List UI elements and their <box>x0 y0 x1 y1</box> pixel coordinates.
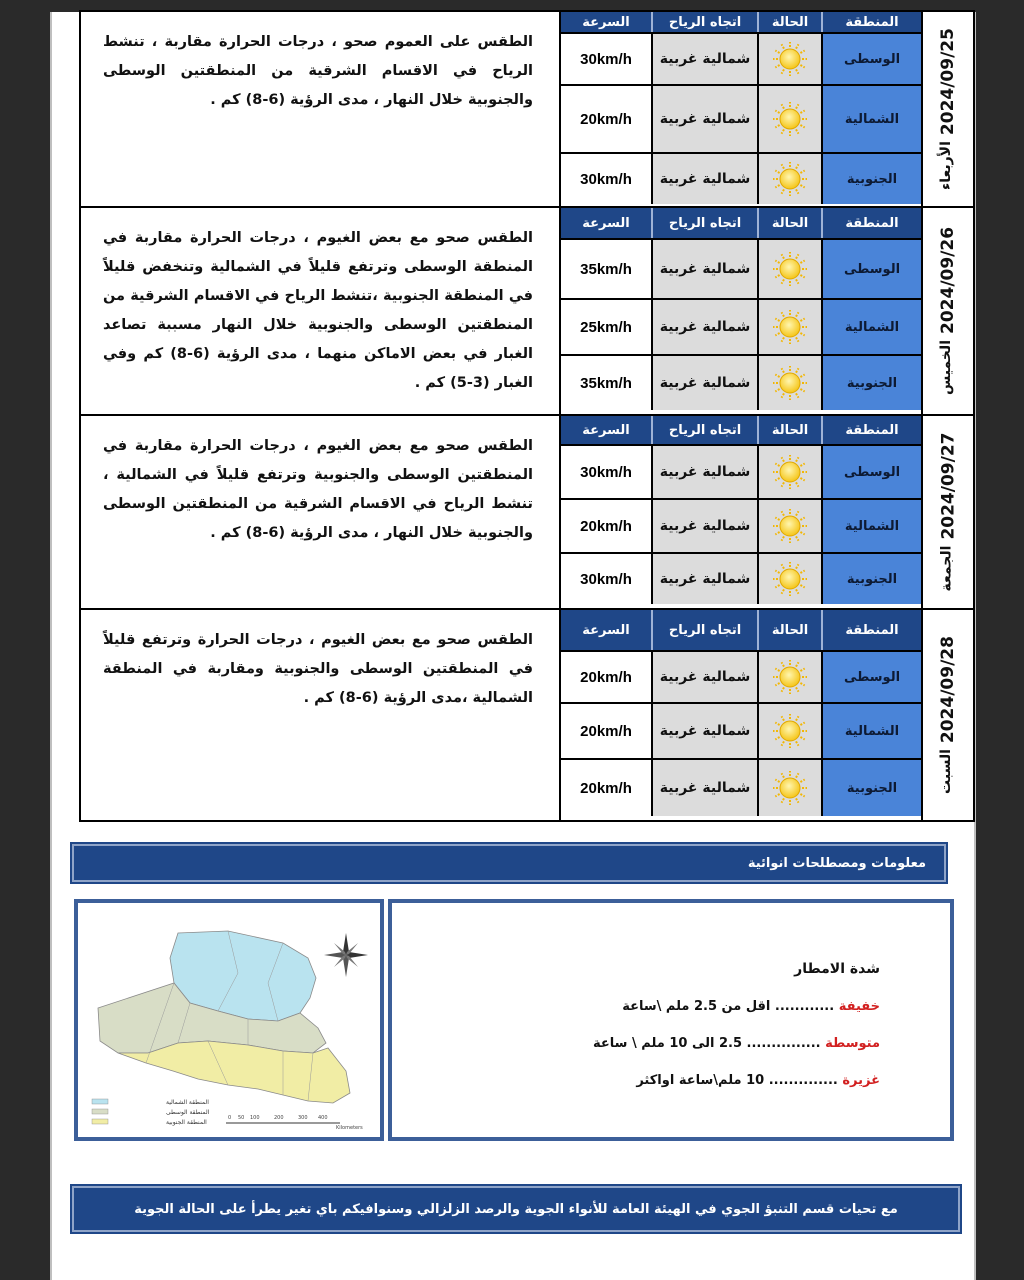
day-name: السبت <box>938 749 955 794</box>
sun-icon <box>757 240 821 298</box>
forecast-table <box>561 208 921 414</box>
legend-middle-label: المنطقة الوسطى <box>166 1109 210 1116</box>
col-header-wind-direction: اتجاه الرياح <box>651 416 757 444</box>
wind-speed-cell: 30km/h <box>561 34 651 84</box>
sun-icon <box>757 86 821 152</box>
col-header-state: الحالة <box>757 12 821 32</box>
wind-speed-cell: 25km/h <box>561 300 651 354</box>
date-column <box>921 416 973 608</box>
table-row <box>561 498 921 552</box>
wind-direction-cell: شمالية غربية <box>651 86 757 152</box>
day-name: الخميس <box>938 340 954 396</box>
wind-speed-cell: 20km/h <box>561 704 651 758</box>
forecast-table <box>561 416 921 608</box>
wind-direction-cell: شمالية غربية <box>651 34 757 84</box>
svg-text:0: 0 <box>228 1115 232 1121</box>
day-name: الجمعة <box>938 545 955 592</box>
sun-icon <box>757 500 821 552</box>
table-row <box>561 32 921 84</box>
sun-icon <box>757 760 821 816</box>
day-description: الطقس صحو مع بعض الغيوم ، درجات الحرارة مقاربة في المنطقتين الوسطى والجنوبية وترتفع قليلاً في الشمالية ، تنشط الرياح في الاقسام الشرقية من المنطقتين الوسطى والجنوبية خلال النهار ، مدى الرؤية (6-8) كم . <box>81 416 561 608</box>
col-header-speed: السرعة <box>561 12 651 32</box>
day-forecast-block <box>79 414 975 610</box>
table-row <box>561 152 921 204</box>
rain-level-moderate: متوسطة ............... 2.5 الى 10 ملم \ ساعة <box>593 1036 880 1051</box>
rain-level-light: خفيفة ............ اقل من 2.5 ملم \ساعة <box>622 999 880 1014</box>
footer-greeting: مع تحيات قسم التنبؤ الجوي في الهيئة العامة للأنواء الجوية والرصد الزلزالي وسنوافيكم باي تغير يطرأ على الحالة الجوية <box>72 1186 960 1232</box>
wind-direction-cell: شمالية غربية <box>651 240 757 298</box>
sun-icon <box>757 652 821 702</box>
col-header-state: الحالة <box>757 610 821 650</box>
table-row <box>561 354 921 410</box>
date-column <box>921 610 973 820</box>
col-header-speed: السرعة <box>561 610 651 650</box>
forecast-page <box>50 12 976 1280</box>
wind-direction-cell: شمالية غربية <box>651 356 757 410</box>
day-date: 2024/09/25 <box>938 28 958 136</box>
sun-icon <box>757 154 821 204</box>
rain-intensity-title: شدة الامطار <box>794 961 880 977</box>
wind-speed-cell: 20km/h <box>561 86 651 152</box>
table-row <box>561 650 921 702</box>
region-cell: الوسطى <box>821 446 921 498</box>
forecast-table <box>561 610 921 820</box>
wind-direction-cell: شمالية غربية <box>651 704 757 758</box>
col-header-speed: السرعة <box>561 416 651 444</box>
region-cell: الشمالية <box>821 86 921 152</box>
svg-text:200: 200 <box>274 1115 284 1121</box>
region-cell: الوسطى <box>821 240 921 298</box>
map-scale-bar <box>226 1115 363 1131</box>
day-forecast-block <box>79 10 975 208</box>
region-cell: الجنوبية <box>821 554 921 604</box>
rain-level-heavy: غزيرة .............. 10 ملم\ساعة اواكثر <box>636 1073 880 1088</box>
col-header-state: الحالة <box>757 416 821 444</box>
region-cell: الشمالية <box>821 500 921 552</box>
forecast-table <box>561 12 921 206</box>
region-cell: الجنوبية <box>821 154 921 204</box>
table-row <box>561 444 921 498</box>
col-header-region: المنطقة <box>821 208 921 238</box>
table-row <box>561 298 921 354</box>
region-cell: الوسطى <box>821 652 921 702</box>
wind-speed-cell: 35km/h <box>561 356 651 410</box>
table-row <box>561 84 921 152</box>
svg-text:100: 100 <box>250 1115 260 1121</box>
col-header-speed: السرعة <box>561 208 651 238</box>
wind-direction-cell: شمالية غربية <box>651 760 757 816</box>
table-row <box>561 238 921 298</box>
wind-direction-cell: شمالية غربية <box>651 652 757 702</box>
day-description: الطقس صحو مع بعض الغيوم ، درجات الحرارة وترتفع قليلاً في المنطقتين الوسطى والجنوبية ومقاربة في المنطقة الشمالية ،مدى الرؤية (6-8) كم . <box>81 610 561 820</box>
wind-direction-cell: شمالية غربية <box>651 300 757 354</box>
wind-direction-cell: شمالية غربية <box>651 554 757 604</box>
date-column <box>921 208 973 414</box>
region-cell: الشمالية <box>821 704 921 758</box>
sun-icon <box>757 554 821 604</box>
table-row <box>561 702 921 758</box>
wind-speed-cell: 30km/h <box>561 446 651 498</box>
day-forecast-block <box>79 206 975 416</box>
wind-speed-cell: 20km/h <box>561 652 651 702</box>
wind-speed-cell: 20km/h <box>561 760 651 816</box>
region-cell: الجنوبية <box>821 356 921 410</box>
col-header-state: الحالة <box>757 208 821 238</box>
rain-intensity-panel <box>388 899 954 1141</box>
sun-icon <box>757 34 821 84</box>
info-section-header: معلومات ومصطلحات انوائية <box>72 844 946 882</box>
day-date: 2024/09/26 <box>938 226 958 334</box>
col-header-wind-direction: اتجاه الرياح <box>651 12 757 32</box>
region-cell: الجنوبية <box>821 760 921 816</box>
day-description: الطقس على العموم صحو ، درجات الحرارة مقاربة ، تنشط الرياح في الاقسام الشرقية من المنطقتين الوسطى والجنوبية خلال النهار ، مدى الرؤية (6-8) كم . <box>81 12 561 206</box>
table-row <box>561 552 921 604</box>
map-legend <box>92 1099 210 1126</box>
day-forecast-block <box>79 608 975 822</box>
wind-speed-cell: 30km/h <box>561 554 651 604</box>
sun-icon <box>757 704 821 758</box>
day-name: الأربعاء <box>938 141 954 190</box>
iraq-regions-map <box>74 899 384 1141</box>
col-header-region: المنطقة <box>821 610 921 650</box>
region-cell: الوسطى <box>821 34 921 84</box>
wind-speed-cell: 35km/h <box>561 240 651 298</box>
map-graphic <box>78 903 380 1137</box>
day-date: 2024/09/27 <box>938 432 959 540</box>
svg-text:50: 50 <box>238 1115 245 1121</box>
wind-direction-cell: شمالية غربية <box>651 154 757 204</box>
compass-rose-icon <box>324 933 368 977</box>
col-header-wind-direction: اتجاه الرياح <box>651 208 757 238</box>
wind-direction-cell: شمالية غربية <box>651 500 757 552</box>
legend-south-label: المنطقة الجنوبية <box>166 1119 207 1126</box>
svg-text:400: 400 <box>318 1115 328 1121</box>
wind-speed-cell: 20km/h <box>561 500 651 552</box>
svg-text:300: 300 <box>298 1115 308 1121</box>
wind-direction-cell: شمالية غربية <box>651 446 757 498</box>
col-header-wind-direction: اتجاه الرياح <box>651 610 757 650</box>
legend-north-label: المنطقة الشمالية <box>166 1099 209 1106</box>
day-description: الطقس صحو مع بعض الغيوم ، درجات الحرارة مقاربة في المنطقة الوسطى وترتفع قليلاً في الشمالية وتنخفض قليلاً في المنطقة الجنوبية ،تنشط الرياح في الاقسام الشرقية من المنطقتين الوسطى والجنوبية خلال النهار مسببة تصاعد الغبار في بعض الاماكن منهما ، مدى الرؤية (6-8) كم وفي الغبار (3-5) كم . <box>81 208 561 414</box>
sun-icon <box>757 300 821 354</box>
day-date: 2024/09/28 <box>938 636 959 744</box>
wind-speed-cell: 30km/h <box>561 154 651 204</box>
table-row <box>561 758 921 816</box>
sun-icon <box>757 356 821 410</box>
col-header-region: المنطقة <box>821 12 921 32</box>
date-column <box>921 12 973 206</box>
sun-icon <box>757 446 821 498</box>
svg-text:Kilometers: Kilometers <box>336 1125 363 1131</box>
col-header-region: المنطقة <box>821 416 921 444</box>
region-cell: الشمالية <box>821 300 921 354</box>
